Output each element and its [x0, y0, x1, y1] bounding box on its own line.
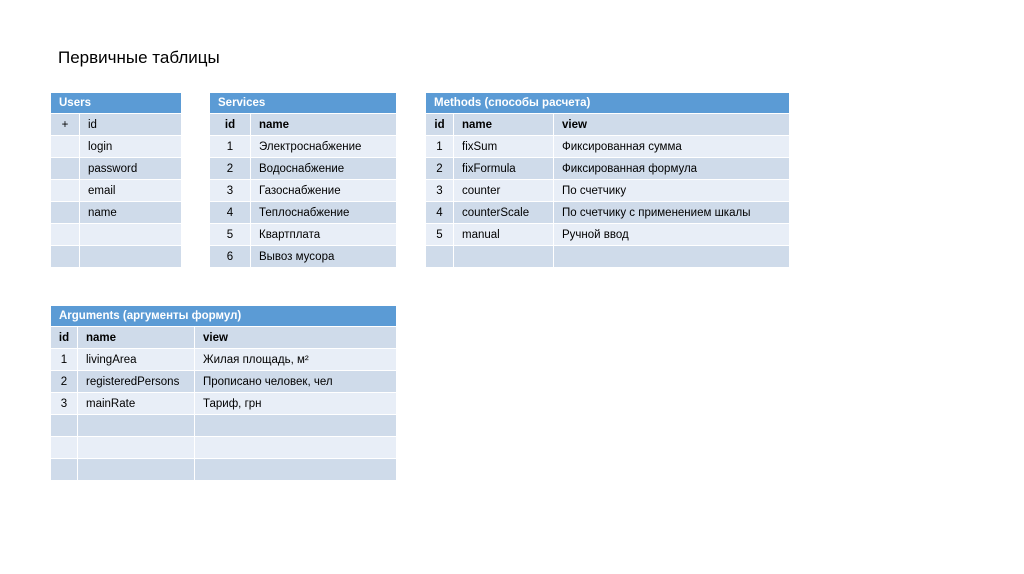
table-cell: Электроснабжение — [251, 136, 397, 158]
table-cell — [51, 202, 80, 224]
column-header-name: name — [454, 114, 554, 136]
table-cell: counter — [454, 180, 554, 202]
table-row — [51, 459, 397, 481]
table-cell: counterScale — [454, 202, 554, 224]
table-cell: Фиксированная сумма — [554, 136, 790, 158]
table-cell: password — [80, 158, 182, 180]
table-cell: fixSum — [454, 136, 554, 158]
table-cell: 3 — [426, 180, 454, 202]
table-cell: id — [80, 114, 182, 136]
table-cell: 5 — [210, 224, 251, 246]
table-row — [426, 158, 790, 180]
table-cell: Фиксированная формула — [554, 158, 790, 180]
table-row — [51, 349, 397, 371]
table-row — [426, 224, 790, 246]
table-cell: Тариф, грн — [195, 393, 397, 415]
table-cell: registeredPersons — [78, 371, 195, 393]
column-header-id: id — [51, 327, 78, 349]
table-column-header-row — [51, 327, 397, 349]
table-cell: name — [80, 202, 182, 224]
table-cell — [51, 224, 80, 246]
column-header-id: id — [426, 114, 454, 136]
table-cell — [195, 437, 397, 459]
table-cell — [51, 415, 78, 437]
table-cell: 1 — [51, 349, 78, 371]
table-row — [210, 136, 397, 158]
table-row — [51, 437, 397, 459]
table-cell — [51, 136, 80, 158]
services-table-header — [210, 93, 397, 114]
table-cell: Ручной ввод — [554, 224, 790, 246]
table-row — [210, 158, 397, 180]
services-table — [209, 92, 397, 268]
arguments-table-title: Arguments (аргументы формул) — [51, 306, 397, 327]
table-cell — [80, 246, 182, 268]
users-table-title: Users — [51, 93, 182, 114]
table-row — [210, 180, 397, 202]
table-cell — [51, 246, 80, 268]
column-header-name: name — [251, 114, 397, 136]
services-table-title: Services — [210, 93, 397, 114]
table-cell: 2 — [426, 158, 454, 180]
table-cell — [426, 246, 454, 268]
table-row — [51, 202, 182, 224]
table-cell: 3 — [51, 393, 78, 415]
table-cell — [554, 246, 790, 268]
column-header-name: name — [78, 327, 195, 349]
methods-table-title: Methods (способы расчета) — [426, 93, 790, 114]
table-cell — [78, 459, 195, 481]
table-cell: Теплоснабжение — [251, 202, 397, 224]
table-cell: 2 — [210, 158, 251, 180]
table-row — [51, 224, 182, 246]
table-cell — [80, 224, 182, 246]
table-cell: + — [51, 114, 80, 136]
table-cell: 3 — [210, 180, 251, 202]
table-cell: 5 — [426, 224, 454, 246]
table-cell: login — [80, 136, 182, 158]
table-cell — [51, 437, 78, 459]
table-cell: 6 — [210, 246, 251, 268]
table-row — [210, 224, 397, 246]
table-cell — [51, 459, 78, 481]
table-cell: Жилая площадь, м² — [195, 349, 397, 371]
methods-table — [425, 92, 790, 268]
table-row — [51, 371, 397, 393]
table-row — [51, 393, 397, 415]
table-row — [426, 136, 790, 158]
table-cell — [51, 180, 80, 202]
table-cell: Квартплата — [251, 224, 397, 246]
table-cell — [78, 437, 195, 459]
table-cell: livingArea — [78, 349, 195, 371]
table-row — [51, 158, 182, 180]
table-cell: Прописано человек, чел — [195, 371, 397, 393]
table-row — [51, 180, 182, 202]
table-row — [51, 136, 182, 158]
table-row — [51, 415, 397, 437]
table-row — [426, 246, 790, 268]
table-cell: По счетчику — [554, 180, 790, 202]
table-cell: Вывоз мусора — [251, 246, 397, 268]
table-cell — [195, 415, 397, 437]
arguments-table-header — [51, 306, 397, 327]
table-row — [210, 246, 397, 268]
column-header-view: view — [195, 327, 397, 349]
users-table-header — [51, 93, 182, 114]
table-row — [51, 246, 182, 268]
table-row — [426, 202, 790, 224]
table-row — [210, 202, 397, 224]
table-cell: email — [80, 180, 182, 202]
table-column-header-row — [426, 114, 790, 136]
table-cell: mainRate — [78, 393, 195, 415]
page-title: Первичные таблицы — [58, 48, 220, 67]
table-cell: 1 — [426, 136, 454, 158]
arguments-table — [50, 305, 397, 481]
column-header-id: id — [210, 114, 251, 136]
table-cell: 4 — [210, 202, 251, 224]
table-cell: fixFormula — [454, 158, 554, 180]
table-cell: 4 — [426, 202, 454, 224]
table-cell: 2 — [51, 371, 78, 393]
table-cell: manual — [454, 224, 554, 246]
methods-table-header — [426, 93, 790, 114]
table-cell — [78, 415, 195, 437]
table-cell: 1 — [210, 136, 251, 158]
column-header-view: view — [554, 114, 790, 136]
table-cell: Газоснабжение — [251, 180, 397, 202]
table-cell — [454, 246, 554, 268]
table-column-header-row — [210, 114, 397, 136]
users-table — [50, 92, 182, 268]
table-cell — [195, 459, 397, 481]
table-cell: Водоснабжение — [251, 158, 397, 180]
table-row — [426, 180, 790, 202]
table-row — [51, 114, 182, 136]
table-cell: По счетчику с применением шкалы — [554, 202, 790, 224]
table-cell — [51, 158, 80, 180]
